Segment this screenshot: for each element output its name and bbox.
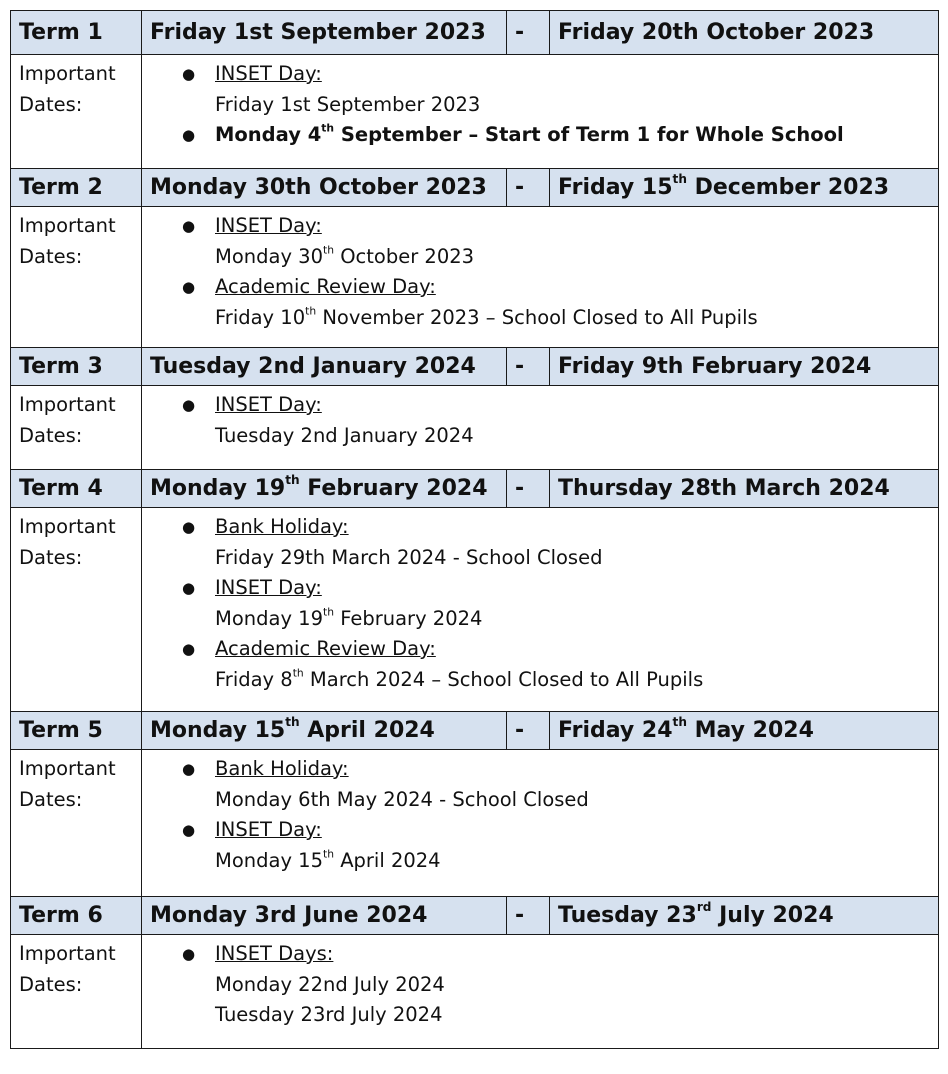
date-item — [182, 512, 938, 573]
detail-suffix: th — [323, 604, 334, 618]
term-name: Term 6 — [11, 897, 142, 935]
date-item — [182, 939, 938, 1031]
start-date-rest: February 2024 — [299, 475, 488, 501]
date-detail — [215, 242, 938, 273]
important-dates-label — [11, 386, 142, 470]
label-line-2: Dates: — [19, 545, 83, 569]
detail-suffix: th — [321, 121, 335, 135]
term-dates-table — [10, 10, 939, 1049]
term-end-date — [550, 712, 939, 750]
start-date-suffix: th — [285, 714, 300, 729]
label-line-2: Dates: — [19, 92, 83, 116]
end-date-text: Friday 9th February 2024 — [558, 353, 872, 379]
important-dates-cell — [142, 386, 939, 470]
date-item — [182, 815, 938, 876]
date-type: ● INSET Day: — [215, 818, 322, 841]
end-date-suffix: th — [672, 171, 687, 186]
start-date-suffix: th — [285, 472, 300, 487]
date-type: ● INSET Days: — [215, 942, 334, 965]
important-dates-list — [150, 211, 938, 333]
important-dates-list — [150, 512, 938, 695]
important-dates-list — [150, 390, 938, 451]
term-end-date — [550, 348, 939, 386]
end-date-text: Thursday 28th March 2024 — [558, 475, 890, 501]
end-date-text: Friday 15 — [558, 174, 673, 200]
date-separator: - — [507, 470, 550, 508]
detail-rest: April 2024 — [334, 848, 441, 872]
term-name: Term 2 — [11, 169, 142, 207]
detail-suffix: th — [323, 846, 334, 860]
start-date-text: Monday 30th October 2023 — [150, 174, 487, 200]
date-type: ● Academic Review Day: — [215, 275, 436, 298]
date-detail — [215, 846, 938, 877]
term-details-row — [11, 508, 939, 712]
term-start-date — [142, 348, 507, 386]
end-date-rest: December 2023 — [686, 174, 890, 200]
date-detail — [215, 120, 938, 151]
date-item — [182, 120, 938, 151]
start-date-rest: April 2024 — [299, 717, 435, 743]
term-start-date — [142, 169, 507, 207]
detail-text: Friday 1st September 2023 — [215, 92, 481, 116]
label-line-1: Important — [19, 393, 116, 416]
important-dates-list — [150, 754, 938, 876]
detail-suffix: th — [305, 303, 317, 317]
date-item — [182, 59, 938, 120]
date-type: ● INSET Day: — [215, 214, 322, 237]
detail-text: Monday 4 — [215, 123, 322, 146]
label-line-2: Dates: — [19, 244, 83, 268]
term-details-row — [11, 386, 939, 470]
detail-text: Friday 10 — [215, 305, 306, 329]
label-line-2: Dates: — [19, 787, 83, 811]
important-dates-cell — [142, 750, 939, 897]
term-name: Term 3 — [11, 348, 142, 386]
detail-text: Tuesday 23rd July 2024 — [215, 1003, 443, 1026]
term-start-date — [142, 897, 507, 935]
date-item — [182, 272, 938, 333]
end-date-rest: July 2024 — [711, 902, 834, 928]
end-date-rest: May 2024 — [686, 717, 814, 743]
important-dates-cell — [142, 935, 939, 1049]
term-end-date — [550, 11, 939, 55]
label-line-1: Important — [19, 515, 116, 538]
detail-text: Monday 15 — [215, 848, 323, 872]
term-header-row — [11, 169, 939, 207]
end-date-suffix: rd — [696, 899, 712, 914]
term-details-row — [11, 207, 939, 348]
date-detail — [215, 970, 938, 1001]
term-start-date — [142, 11, 507, 55]
date-detail — [215, 665, 938, 696]
date-type: ● Bank Holiday: — [215, 757, 349, 780]
date-separator: - — [507, 169, 550, 207]
date-detail — [215, 303, 938, 334]
label-line-1: Important — [19, 62, 116, 85]
date-separator: - — [507, 11, 550, 55]
important-dates-label — [11, 207, 142, 348]
date-type: ● INSET Day: — [215, 393, 322, 416]
date-detail — [215, 543, 938, 574]
date-item — [182, 390, 938, 451]
date-detail — [215, 1000, 938, 1031]
important-dates-label — [11, 508, 142, 712]
label-line-2: Dates: — [19, 972, 83, 996]
detail-text: Monday 6th May 2024 - School Closed — [215, 787, 589, 811]
label-line-2: Dates: — [19, 423, 83, 447]
start-date-text: Monday 15 — [150, 717, 286, 743]
date-separator: - — [507, 712, 550, 750]
term-details-row — [11, 750, 939, 897]
start-date-text: Monday 19 — [150, 475, 286, 501]
detail-rest: October 2023 — [334, 244, 475, 268]
term-end-date — [550, 897, 939, 935]
start-date-text: Monday 3rd June 2024 — [150, 902, 428, 928]
term-name: Term 5 — [11, 712, 142, 750]
term-details-row — [11, 935, 939, 1049]
term-name: Term 4 — [11, 470, 142, 508]
important-dates-cell — [142, 508, 939, 712]
date-item — [182, 573, 938, 634]
label-line-1: Important — [19, 757, 116, 780]
detail-text: Monday 19 — [215, 606, 323, 630]
term-header-row — [11, 11, 939, 55]
label-line-1: Important — [19, 214, 116, 237]
important-dates-list — [150, 939, 938, 1031]
term-header-row — [11, 712, 939, 750]
date-item — [182, 211, 938, 272]
start-date-text: Tuesday 2nd January 2024 — [150, 353, 476, 379]
detail-rest: September – Start of Term 1 for Whole School — [334, 123, 844, 146]
detail-text: Friday 8 — [215, 667, 293, 691]
detail-text: Monday 22nd July 2024 — [215, 972, 445, 996]
detail-rest: February 2024 — [334, 606, 483, 630]
important-dates-list — [150, 59, 938, 151]
date-detail — [215, 604, 938, 635]
date-detail — [215, 421, 938, 452]
start-date-text: Friday 1st September 2023 — [150, 19, 486, 45]
term-header-row — [11, 348, 939, 386]
term-name: Term 1 — [11, 11, 142, 55]
date-detail — [215, 785, 938, 816]
term-dates-body — [11, 11, 939, 1049]
end-date-text: Friday 20th October 2023 — [558, 19, 875, 45]
detail-text: Tuesday 2nd January 2024 — [215, 423, 474, 447]
term-header-row — [11, 470, 939, 508]
date-detail — [215, 90, 938, 121]
date-separator: - — [507, 897, 550, 935]
term-end-date — [550, 169, 939, 207]
date-type: ● INSET Day: — [215, 576, 322, 599]
date-separator: - — [507, 348, 550, 386]
detail-suffix: th — [323, 242, 334, 256]
detail-rest: March 2024 – School Closed to All Pupils — [303, 667, 704, 691]
end-date-suffix: th — [672, 714, 687, 729]
term-details-row — [11, 55, 939, 169]
label-line-1: Important — [19, 942, 116, 965]
end-date-text: Friday 24 — [558, 717, 673, 743]
important-dates-cell — [142, 55, 939, 169]
term-header-row — [11, 897, 939, 935]
date-item — [182, 754, 938, 815]
date-item — [182, 634, 938, 695]
end-date-text: Tuesday 23 — [558, 902, 697, 928]
important-dates-cell — [142, 207, 939, 348]
term-end-date — [550, 470, 939, 508]
important-dates-label — [11, 750, 142, 897]
detail-suffix: th — [292, 665, 304, 679]
important-dates-label — [11, 55, 142, 169]
detail-text: Monday 30 — [215, 244, 323, 268]
term-start-date — [142, 712, 507, 750]
detail-rest: November 2023 – School Closed to All Pupils — [316, 305, 758, 329]
date-type: ● Bank Holiday: — [215, 515, 349, 538]
term-start-date — [142, 470, 507, 508]
detail-text: Friday 29th March 2024 - School Closed — [215, 545, 603, 569]
date-type: ● Academic Review Day: — [215, 637, 436, 660]
important-dates-label — [11, 935, 142, 1049]
date-type: ● INSET Day: — [215, 62, 322, 85]
